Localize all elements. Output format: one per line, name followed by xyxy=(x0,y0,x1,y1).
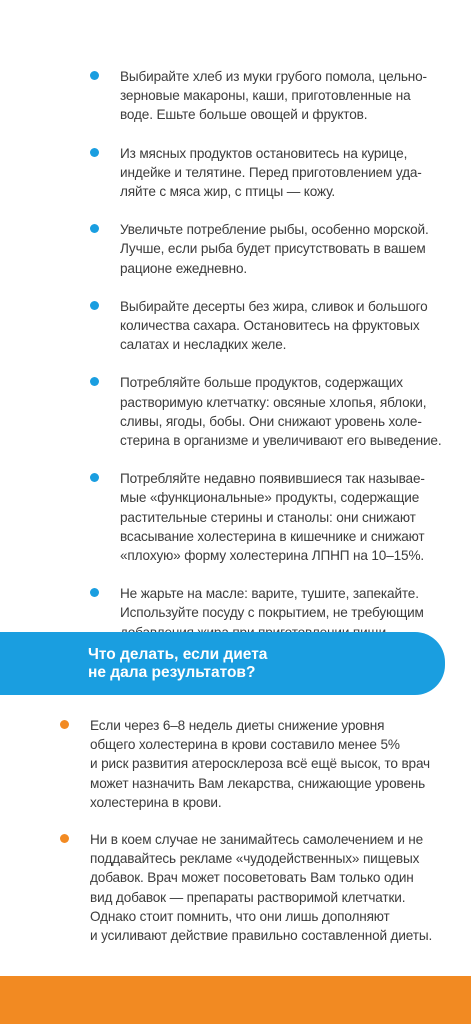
tip-item xyxy=(90,373,450,450)
tip-text-line: Потребляйте недавно появившиеся так называе- xyxy=(120,471,425,487)
tip-text-line: растительные стерины и станолы: они снижают xyxy=(120,509,416,525)
section-title-line: не дала результатов? xyxy=(88,664,256,681)
tip-text-line: Потребляйте больше продуктов, содержащих xyxy=(120,375,403,391)
bullet-dot-icon xyxy=(60,834,69,843)
tip-text-line: «плохую» форму холестерина ЛПНП на 10–15%. xyxy=(120,548,425,564)
advice-text-line: Ни в коем случае не занимайтесь самолечением и не xyxy=(90,832,424,848)
bullet-dot-icon xyxy=(90,588,99,597)
bullet-dot-icon xyxy=(90,473,99,482)
tip-text-line: Выбирайте хлеб из муки грубого помола, цельно- xyxy=(120,69,427,84)
tip-text-line: индейке и телятине. Перед приготовлением уда- xyxy=(120,164,422,180)
tip-text-line: Увеличьте потребление рыбы, особенно морской. xyxy=(120,222,429,238)
tip-text-line: Лучше, если рыба будет присутствовать в вашем xyxy=(120,241,426,257)
bullet-dot-icon xyxy=(90,377,99,386)
tip-text-line: сливы, ягоды, бобы. Они снижают уровень холе- xyxy=(120,413,422,429)
advice-text-line: может назначить Вам лекарства, снижающие уровень xyxy=(90,775,426,791)
tip-text-line: количества сахара. Остановитесь на фруктовых xyxy=(120,318,420,334)
advice-list xyxy=(60,716,455,963)
tip-text-line: стерина в организме и увеличивают его выведение. xyxy=(120,433,442,449)
advice-text-line: поддавайтесь рекламе «чудодейственных» пищевых xyxy=(90,851,420,867)
tip-item xyxy=(90,144,450,202)
tip-text-line: салатах и несладких желе. xyxy=(120,337,287,353)
tip-text-line: воде. Ешьте больше овощей и фруктов. xyxy=(120,107,368,123)
advice-text-line: Если через 6–8 недель диеты снижение уровня xyxy=(90,718,385,733)
tip-text-line: Используйте посуду с покрытием, не требующим xyxy=(120,605,424,621)
tip-item xyxy=(90,469,450,565)
advice-text-line: общего холестерина в крови составило менее 5% xyxy=(90,737,400,753)
tip-item xyxy=(90,297,450,355)
section-title xyxy=(88,646,267,682)
section-title-line: Что делать, если диета xyxy=(88,646,268,663)
bullet-dot-icon xyxy=(60,720,69,729)
tip-text-line: Выбирайте десерты без жира, сливок и большого xyxy=(120,298,428,314)
tip-text-line: мые «функциональные» продукты, содержащие xyxy=(120,490,420,506)
tip-item xyxy=(90,220,450,278)
footer-accent-bar xyxy=(0,976,471,1024)
advice-text-line: вид добавок — препараты растворимой клетчатки. xyxy=(90,889,406,905)
bullet-dot-icon xyxy=(90,148,99,157)
advice-item xyxy=(60,830,455,945)
tip-text-line: растворимую клетчатку: овсяные хлопья, яблоки, xyxy=(120,394,427,410)
section-header-banner xyxy=(0,632,445,695)
advice-text-line: холестерина в крови. xyxy=(90,794,222,810)
tip-text-line: Не жарьте на масле: варите, тушите, запекайте. xyxy=(120,586,419,602)
advice-text-line: и риск развития атеросклероза всё ещё высок, то врач xyxy=(90,756,430,772)
advice-text-line: Однако стоит помнить, что они лишь дополняют xyxy=(90,908,390,924)
tip-text-line: зерновые макароны, каши, приготовленные на xyxy=(120,88,411,104)
advice-text-line: добавок. Врач может посоветовать Вам только один xyxy=(90,870,414,886)
tip-text-line: рационе ежедневно. xyxy=(120,260,248,276)
tip-text-line: ляйте с мяса жир, с птицы — кожу. xyxy=(120,184,335,200)
bullet-dot-icon xyxy=(90,301,99,310)
tip-item xyxy=(90,67,450,125)
advice-item xyxy=(60,716,455,812)
advice-text-line: и усиливают действие правильно составленной диеты. xyxy=(90,928,433,944)
bullet-dot-icon xyxy=(90,224,99,233)
tip-text-line: всасывание холестерина в кишечнике и снижают xyxy=(120,528,425,544)
diet-tips-list xyxy=(90,67,450,661)
bullet-dot-icon xyxy=(90,71,99,80)
tip-text-line: Из мясных продуктов остановитесь на курице, xyxy=(120,145,408,161)
